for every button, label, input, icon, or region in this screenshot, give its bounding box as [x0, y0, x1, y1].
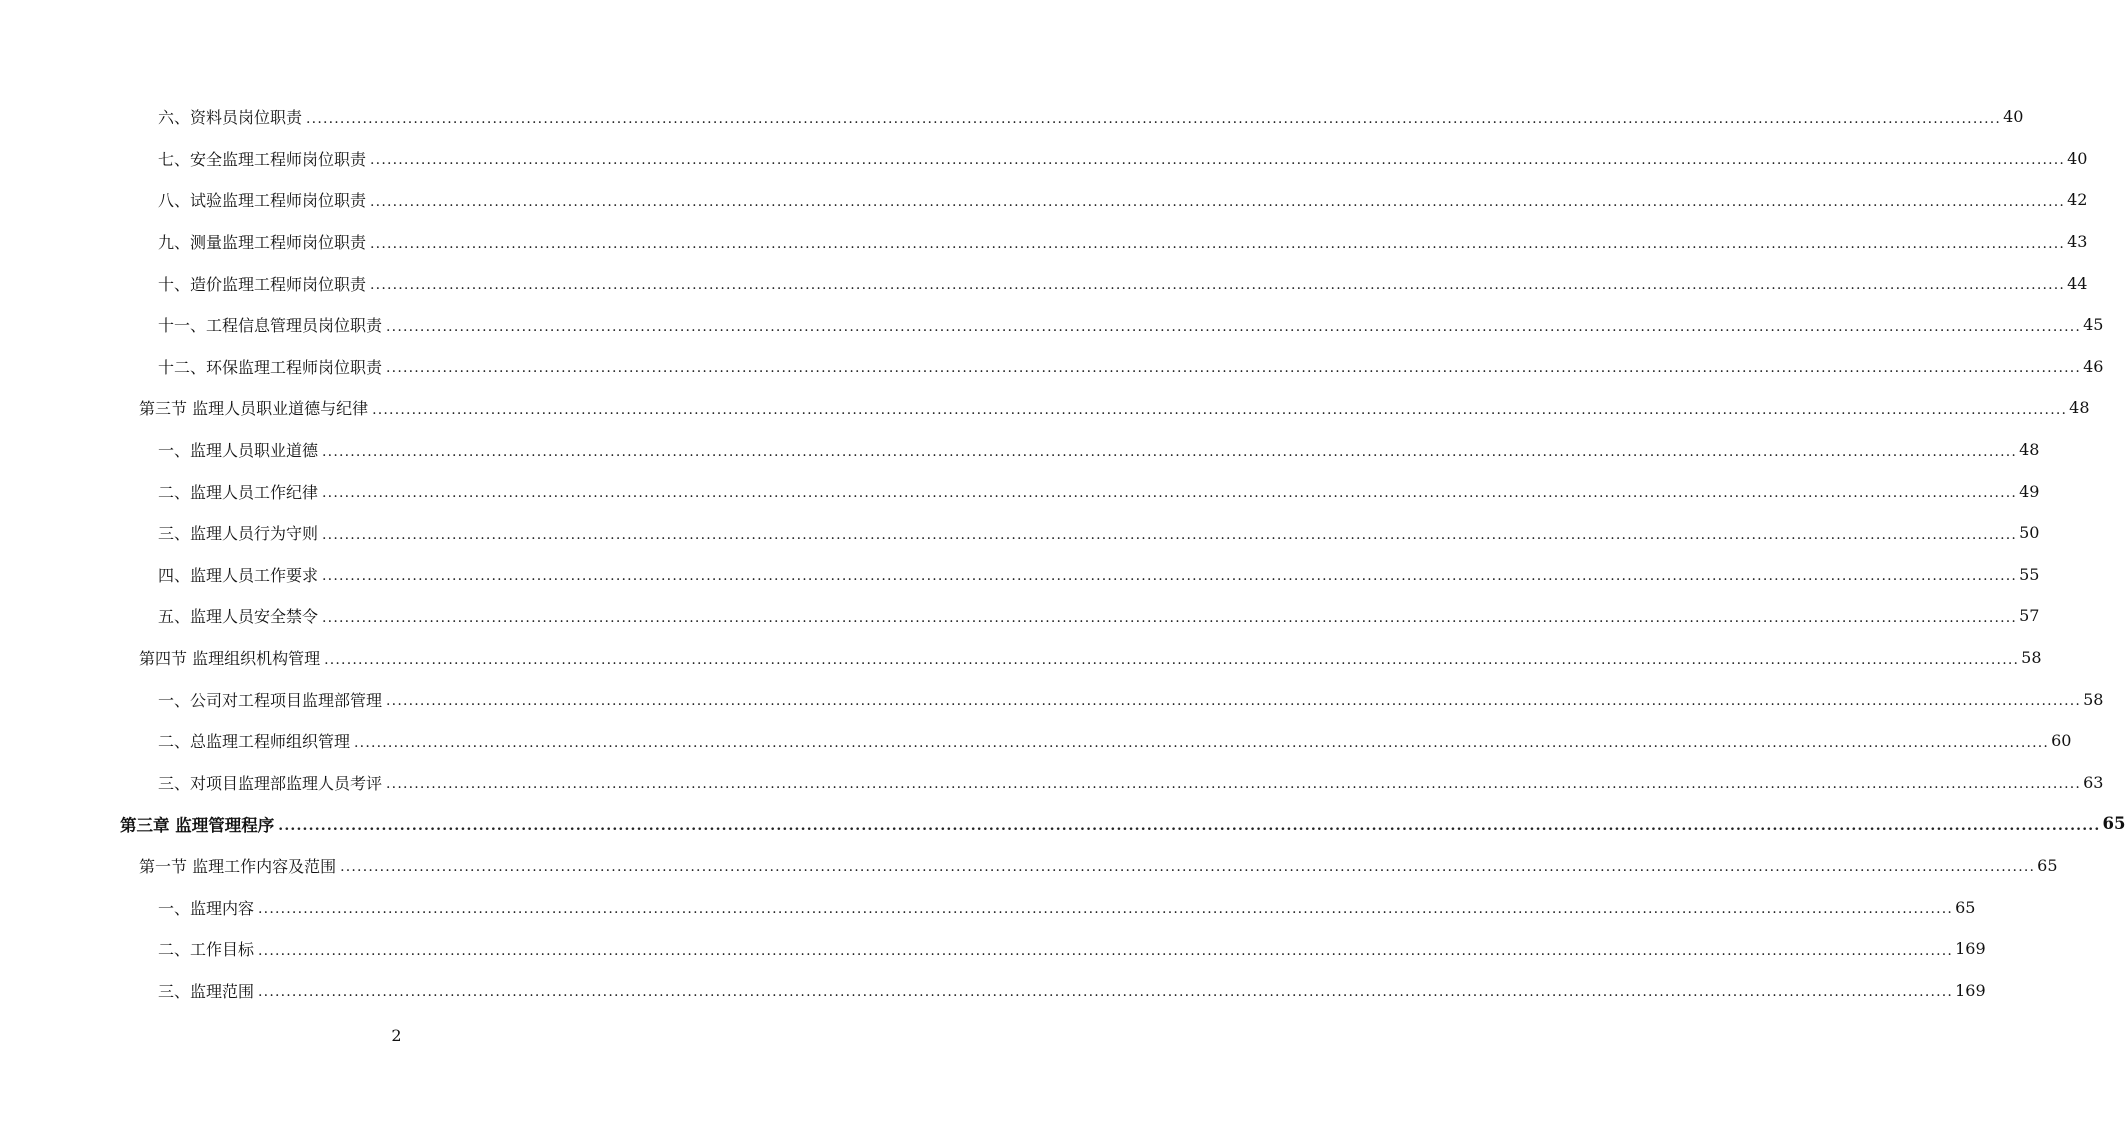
toc-entry-title: 十二、环保监理工程师岗位职责: [158, 357, 383, 377]
toc-entry[interactable]: [0, 720, 2072, 762]
toc-leader-dots: ............................................................................................................................................................................................................................................................................................................: [340, 859, 2036, 876]
toc-entry-page: 48: [2019, 440, 2040, 460]
table-of-contents: [0, 96, 2125, 1011]
toc-entry-page: 45: [2083, 315, 2104, 335]
toc-entry-title: 三、对项目监理部监理人员考评: [158, 773, 383, 793]
toc-leader-dots: ............................................................................................................................................................................................................................................................................................................: [370, 235, 2066, 252]
toc-leader-dots: ............................................................................................................................................................................................................................................................................................................: [322, 443, 2018, 460]
toc-entry-title: 五、监理人员安全禁令: [158, 607, 319, 627]
toc-entry-page: 49: [2019, 481, 2040, 501]
toc-leader-dots: ............................................................................................................................................................................................................................................................................................................: [386, 776, 2082, 793]
toc-entry-page: 65: [2037, 855, 2058, 875]
toc-entry[interactable]: [0, 554, 2040, 596]
toc-entry-title: 一、监理内容: [158, 898, 255, 918]
toc-entry-title: 三、监理范围: [158, 981, 255, 1001]
toc-entry[interactable]: [0, 512, 2040, 554]
toc-leader-dots: ............................................................................................................................................................................................................................................................................................................: [386, 693, 2082, 710]
toc-leader-dots: ............................................................................................................................................................................................................................................................................................................: [322, 568, 2018, 585]
toc-entry-page: 169: [1955, 980, 1986, 1000]
toc-entry-title: 六、资料员岗位职责: [158, 108, 303, 128]
toc-entry-page: 48: [2069, 398, 2090, 418]
toc-entry[interactable]: [0, 678, 2104, 720]
toc-entry-title: 四、监理人员工作要求: [158, 565, 319, 585]
toc-entry-page: 58: [2083, 689, 2104, 709]
toc-entry-title: 二、总监理工程师组织管理: [158, 732, 351, 752]
toc-leader-dots: ............................................................................................................................................................................................................................................................................................................: [322, 485, 2018, 502]
toc-entry[interactable]: [0, 138, 2088, 180]
toc-entry-title: 九、测量监理工程师岗位职责: [158, 233, 367, 253]
toc-entry[interactable]: [0, 179, 2088, 221]
toc-entry[interactable]: [0, 762, 2104, 804]
toc-entry-page: 57: [2019, 606, 2040, 626]
toc-leader-dots: ............................................................................................................................................................................................................................................................................................................: [258, 942, 1954, 959]
toc-entry[interactable]: [0, 346, 2104, 388]
toc-entry-page: 60: [2051, 731, 2072, 751]
toc-entry-title: 二、工作目标: [158, 940, 255, 960]
toc-leader-dots: ............................................................................................................................................................................................................................................................................................................: [324, 651, 2020, 668]
toc-entry-page: 65: [2102, 814, 2125, 834]
toc-entry-page: 43: [2067, 232, 2088, 252]
toc-entry[interactable]: [0, 637, 2042, 679]
toc-entry-title: 第四节 监理组织机构管理: [139, 649, 321, 669]
toc-entry[interactable]: [0, 221, 2088, 263]
toc-entry-title: 八、试验监理工程师岗位职责: [158, 191, 367, 211]
toc-entry-title: 第一节 监理工作内容及范围: [139, 856, 337, 876]
toc-leader-dots: ............................................................................................................................................................................................................................................................................................................: [258, 901, 1954, 918]
toc-entry-page: 46: [2083, 356, 2104, 376]
toc-entry[interactable]: [0, 470, 2040, 512]
toc-leader-dots: ............................................................................................................................................................................................................................................................................................................: [370, 193, 2066, 210]
toc-entry-title: 第三章 监理管理程序: [120, 815, 275, 835]
toc-entry-page: 50: [2019, 523, 2040, 543]
toc-entry-page: 58: [2021, 648, 2042, 668]
toc-entry[interactable]: [0, 96, 2024, 138]
toc-entry-page: 44: [2067, 273, 2088, 293]
toc-entry[interactable]: [0, 886, 1976, 928]
toc-leader-dots: ............................................................................................................................................................................................................................................................................................................: [306, 110, 2002, 127]
toc-entry[interactable]: [0, 969, 1986, 1011]
toc-entry-title: 十一、工程信息管理员岗位职责: [158, 316, 383, 336]
toc-entry-page: 42: [2067, 190, 2088, 210]
toc-leader-dots: ............................................................................................................................................................................................................................................................................................................: [322, 609, 2018, 626]
toc-leader-dots: ............................................................................................................................................................................................................................................................................................................: [278, 817, 2101, 834]
toc-leader-dots: ............................................................................................................................................................................................................................................................................................................: [386, 360, 2082, 377]
toc-entry-page: 55: [2019, 564, 2040, 584]
toc-entry-title: 一、监理人员职业道德: [158, 441, 319, 461]
toc-entry-title: 十、造价监理工程师岗位职责: [158, 274, 367, 294]
toc-entry-title: 七、安全监理工程师岗位职责: [158, 149, 367, 169]
toc-entry-title: 三、监理人员行为守则: [158, 524, 319, 544]
toc-entry-page: 40: [2067, 148, 2088, 168]
toc-entry-title: 一、公司对工程项目监理部管理: [158, 690, 383, 710]
toc-leader-dots: ............................................................................................................................................................................................................................................................................................................: [354, 734, 2050, 751]
toc-entry-page: 40: [2003, 107, 2024, 127]
toc-entry[interactable]: [0, 928, 1986, 970]
toc-entry-page: 169: [1955, 939, 1986, 959]
toc-leader-dots: ............................................................................................................................................................................................................................................................................................................: [370, 152, 2066, 169]
page-number: 2: [391, 1026, 402, 1045]
toc-entry-page: 65: [1955, 897, 1976, 917]
toc-entry-page: 63: [2083, 772, 2104, 792]
toc-leader-dots: ............................................................................................................................................................................................................................................................................................................: [370, 277, 2066, 294]
toc-entry[interactable]: [0, 304, 2104, 346]
toc-entry[interactable]: [0, 595, 2040, 637]
toc-leader-dots: ............................................................................................................................................................................................................................................................................................................: [322, 526, 2018, 543]
toc-leader-dots: ............................................................................................................................................................................................................................................................................................................: [258, 984, 1954, 1001]
toc-entry[interactable]: [0, 845, 2058, 887]
toc-leader-dots: ............................................................................................................................................................................................................................................................................................................: [386, 318, 2082, 335]
toc-entry-title: 二、监理人员工作纪律: [158, 482, 319, 502]
toc-entry[interactable]: [0, 262, 2088, 304]
toc-entry[interactable]: [0, 803, 2125, 845]
toc-entry-title: 第三节 监理人员职业道德与纪律: [139, 399, 369, 419]
toc-entry[interactable]: [0, 387, 2090, 429]
toc-entry[interactable]: [0, 429, 2040, 471]
toc-leader-dots: ............................................................................................................................................................................................................................................................................................................: [372, 401, 2068, 418]
